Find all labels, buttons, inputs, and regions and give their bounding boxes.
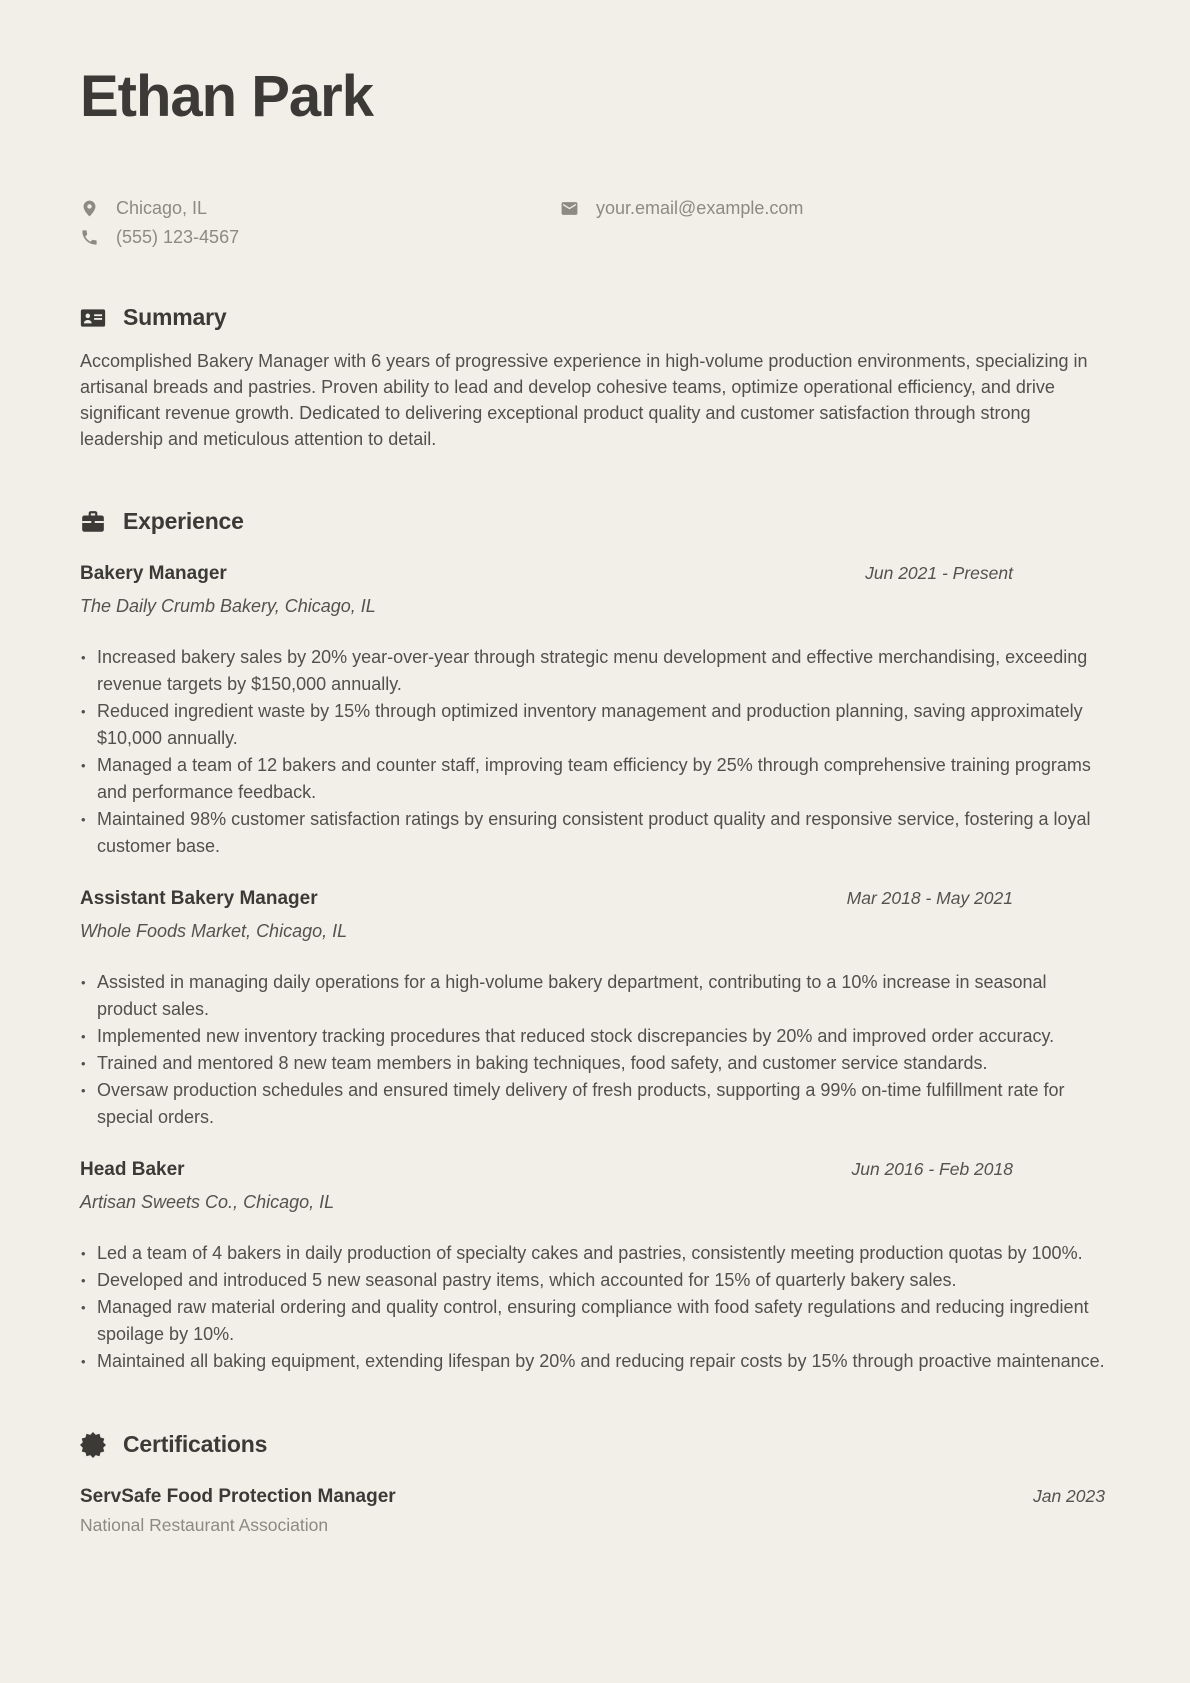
job-header xyxy=(80,888,1105,910)
job-title: Bakery Manager xyxy=(80,563,227,584)
summary-section-title: Summary xyxy=(123,304,227,330)
contact-location xyxy=(80,198,560,219)
certification-date: Jan 2023 xyxy=(1032,1486,1105,1506)
bullet-item: • Managed a team of 12 bakers and counter staff, improving team efficiency by 25% through comprehensive training programs and performance feedback. xyxy=(80,752,1105,806)
job-entry xyxy=(80,888,1105,1131)
contact-email-text: your.email@example.com xyxy=(596,198,804,218)
experience-section xyxy=(80,508,1105,1375)
bullet-item: • Assisted in managing daily operations for a high-volume bakery department, contributing to a 10% increase in seasonal product sales. xyxy=(80,969,1105,1023)
bullet-item: • Maintained 98% customer satisfaction ratings by ensuring consistent product quality and responsive service, fostering a loyal customer base. xyxy=(80,806,1105,860)
location-pin-icon xyxy=(80,199,99,218)
job-dates: Mar 2018 - May 2021 xyxy=(846,888,1013,908)
contact-location-text: Chicago, IL xyxy=(116,198,208,218)
certification-issuer: National Restaurant Association xyxy=(80,1515,329,1535)
job-entry xyxy=(80,563,1105,860)
job-dates: Jun 2021 - Present xyxy=(865,563,1013,583)
certificate-seal-icon xyxy=(80,1432,106,1458)
job-title: Head Baker xyxy=(80,1159,185,1180)
contact-block xyxy=(80,198,1105,248)
bullet-item: • Increased bakery sales by 20% year-over-year through strategic menu development and effective merchandising, exceeding revenue targets by $150,000 annually. xyxy=(80,644,1105,698)
certification-header xyxy=(80,1486,1105,1508)
job-bullet-list xyxy=(80,644,1105,860)
job-header xyxy=(80,563,1105,585)
bullet-item: • Led a team of 4 bakers in daily production of specialty cakes and pastries, consistently meeting production quotas by 100%. xyxy=(80,1240,1105,1267)
job-bullet-list xyxy=(80,969,1105,1131)
job-bullet-list xyxy=(80,1240,1105,1375)
job-title: Assistant Bakery Manager xyxy=(80,888,318,909)
summary-paragraph: Accomplished Bakery Manager with 6 years of progressive experience in high-volume production environments, specializing in artisanal breads and pastries. Proven ability to lead and develop cohesive teams, optimize operational efficiency, and drive significant revenue growth. Dedicated to delivering exceptional product quality and customer satisfaction through strong leadership and meticulous attention to detail. xyxy=(80,351,1088,449)
contact-left-column xyxy=(80,198,560,248)
bullet-item: • Trained and mentored 8 new team members in baking techniques, food safety, and customer service standards. xyxy=(80,1050,1105,1077)
bullet-item: • Developed and introduced 5 new seasonal pastry items, which accounted for 15% of quarterly bakery sales. xyxy=(80,1267,1105,1294)
bullet-item: • Implemented new inventory tracking procedures that reduced stock discrepancies by 20% and improved order accuracy. xyxy=(80,1023,1105,1050)
bullet-item: • Managed raw material ordering and quality control, ensuring compliance with food safety regulations and reducing ingredient spoilage by 10%. xyxy=(80,1294,1105,1348)
certifications-section xyxy=(80,1431,1105,1536)
page-title: Ethan Park xyxy=(80,64,373,129)
experience-section-title: Experience xyxy=(123,508,244,534)
bullet-item: • Oversaw production schedules and ensured timely delivery of fresh products, supporting a 99% on-time fulfillment rate for special orders. xyxy=(80,1077,1105,1131)
certification-name: ServSafe Food Protection Manager xyxy=(80,1486,396,1507)
bullet-item: • Maintained all baking equipment, extending lifespan by 20% and reducing repair costs by 15% through proactive maintenance. xyxy=(80,1348,1105,1375)
contact-email xyxy=(560,198,1105,219)
experience-section-header xyxy=(80,508,1105,535)
certifications-section-header xyxy=(80,1431,1105,1458)
contact-phone-text: (555) 123-4567 xyxy=(116,227,240,247)
contact-right-column xyxy=(560,198,1105,248)
phone-icon xyxy=(80,228,99,247)
job-header xyxy=(80,1159,1105,1181)
job-dates: Jun 2016 - Feb 2018 xyxy=(851,1159,1013,1179)
job-company: Whole Foods Market, Chicago, IL xyxy=(80,921,348,941)
envelope-icon xyxy=(560,199,579,218)
job-entry xyxy=(80,1159,1105,1375)
id-card-icon xyxy=(80,305,106,331)
summary-section-header xyxy=(80,304,1105,331)
certifications-section-title: Certifications xyxy=(123,1431,268,1457)
summary-section xyxy=(80,304,1105,452)
certification-entry xyxy=(80,1486,1105,1536)
contact-phone xyxy=(80,227,560,248)
bullet-item: • Reduced ingredient waste by 15% through optimized inventory management and production planning, saving approximately $10,000 annually. xyxy=(80,698,1105,752)
job-company: Artisan Sweets Co., Chicago, IL xyxy=(80,1192,335,1212)
briefcase-icon xyxy=(80,509,106,535)
job-company: The Daily Crumb Bakery, Chicago, IL xyxy=(80,596,376,616)
